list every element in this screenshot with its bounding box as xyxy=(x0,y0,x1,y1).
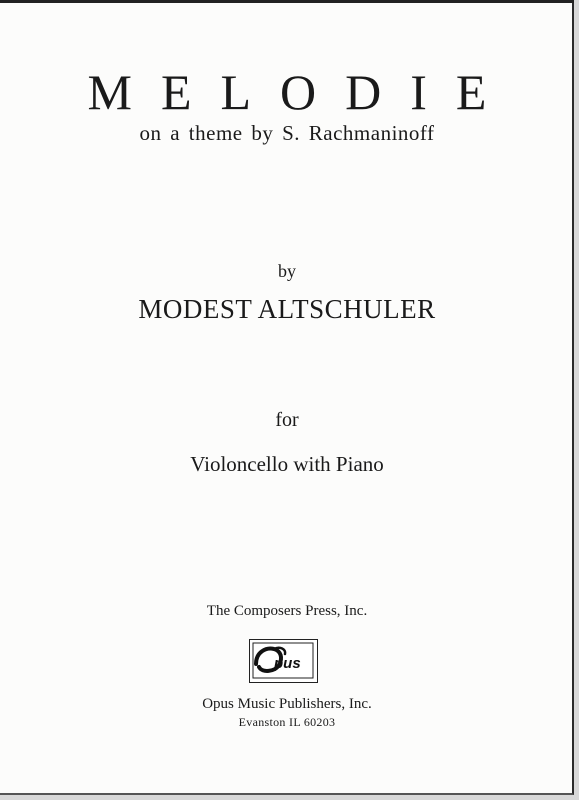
by-label: by xyxy=(278,261,296,281)
instrumentation: Violoncello with Piano xyxy=(190,452,384,476)
composer-name: MODEST ALTSCHULER xyxy=(138,294,436,324)
piece-subtitle: on a theme by S. Rachmaninoff xyxy=(139,121,435,145)
publisher-name: Opus Music Publishers, Inc. xyxy=(202,696,372,712)
press-name: The Composers Press, Inc. xyxy=(206,603,368,619)
publisher-address: Evanston IL 60203 xyxy=(238,715,336,729)
opus-logo xyxy=(249,639,318,683)
page-top-edge xyxy=(0,0,574,3)
opus-logo-icon xyxy=(250,640,316,681)
for-label: for xyxy=(275,409,299,431)
piece-title: MELODIE xyxy=(87,64,516,120)
svg-text:pus: pus xyxy=(274,655,301,672)
